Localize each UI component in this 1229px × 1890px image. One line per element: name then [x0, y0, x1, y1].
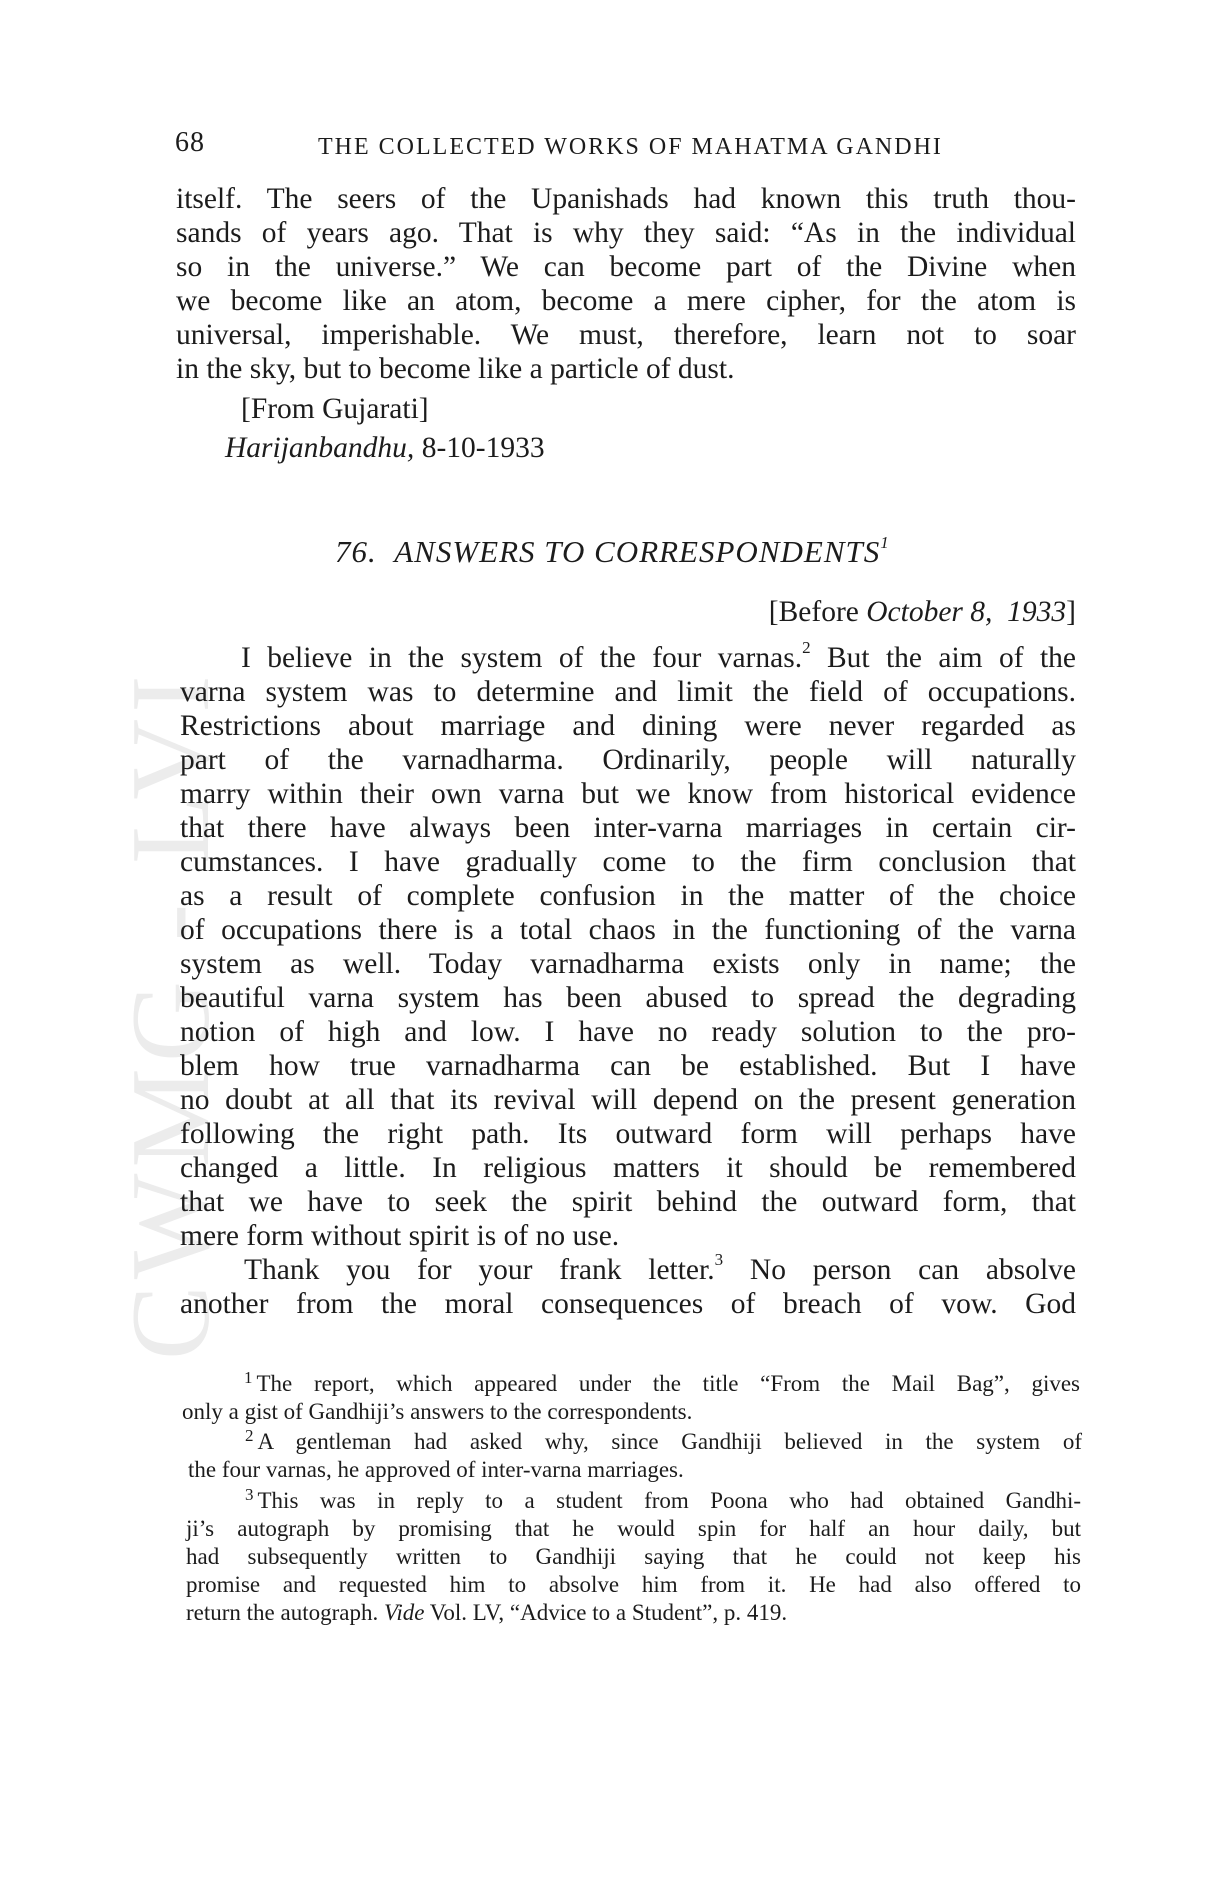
text-line: cumstances. I have gradually come to the firm conclusion that: [180, 846, 1076, 878]
text-line: itself. The seers of the Upanishads had known this truth thou-: [176, 183, 1076, 215]
text-line: as a result of complete confusion in the matter of the choice: [180, 880, 1076, 912]
text-line: marry within their own varna but we know from historical evidence: [180, 778, 1076, 810]
text-line: following the right path. Its outward form will perhaps have: [180, 1118, 1076, 1150]
text-line: I believe in the system of the four varnas.$^2$ But the aim of the: [241, 638, 1076, 674]
watermark-text: CWMG - LVI: [109, 669, 233, 1360]
text-line: mere form without spirit is of no use.: [180, 1220, 620, 1252]
text-line: in the sky, but to become like a particle of dust.: [176, 353, 735, 385]
text-line: beautiful varna system has been abused to spread the degrading: [180, 982, 1076, 1014]
text-line: that there have always been inter-varna marriages in certain cir-: [180, 812, 1076, 844]
source-note: [From Gujarati]: [241, 393, 429, 425]
publication-name: Harijanbandhu,: [225, 432, 415, 464]
footnote-line: return the autograph. Vide Vol. LV, “Advice to a Student”, p. 419.: [186, 1600, 788, 1625]
text-line: system as well. Today varnadharma exists only in name; the: [180, 948, 1076, 980]
text-line: no doubt at all that its revival will depend on the present generation: [180, 1084, 1076, 1116]
footnote-number: 3: [245, 1485, 254, 1504]
text-line: notion of high and low. I have no ready solution to the pro-: [180, 1016, 1076, 1048]
text-line: varna system was to determine and limit the field of occupations.: [180, 676, 1076, 708]
publication-date: 8-10-1933: [421, 432, 545, 464]
footnote-number: 1: [244, 1368, 253, 1387]
footnote-line: only a gist of Gandhiji’s answers to the correspondents.: [182, 1399, 693, 1424]
text-line: universal, imperishable. We must, therefore, learn not to soar: [176, 319, 1076, 351]
footnote-line: $^1$ The report, which appeared under the title “From the Mail Bag”, gives: [244, 1368, 1080, 1396]
text-line: blem how true varnadharma can be established. But I have: [180, 1050, 1076, 1082]
text-line: part of the varnadharma. Ordinarily, people will naturally: [180, 744, 1076, 776]
running-head: [175, 128, 1075, 159]
text-line: that we have to seek the spirit behind the outward form, that: [180, 1186, 1076, 1218]
footnote-number: 2: [245, 1426, 254, 1445]
text-line: changed a little. In religious matters it should be remembered: [180, 1152, 1076, 1184]
footnote-line: $^3$ This was in reply to a student from Poona who had obtained Gandhi-: [245, 1485, 1081, 1513]
footnote-line: promise and requested him to absolve him from it. He had also offered to: [186, 1572, 1081, 1597]
text-line: sands of years ago. That is why they said: “As in the individual: [176, 217, 1076, 249]
running-head-title: THE COLLECTED WORKS OF MAHATMA GANDHI: [318, 134, 943, 160]
footnote-ref: 1: [880, 532, 890, 552]
page-number: 68: [175, 127, 205, 158]
text-line: Thank you for your frank letter.$^3$ No person can absolve: [244, 1250, 1076, 1286]
footnote-line: had subsequently written to Gandhiji saying that he could not keep his: [186, 1544, 1081, 1569]
article-date: [Before October 8, 1933]: [768, 596, 1076, 628]
article-heading: [335, 533, 1035, 571]
footnote-ref: 2: [802, 638, 811, 658]
article-title: ANSWERS TO CORRESPONDENTS: [394, 534, 881, 569]
text-line: Restrictions about marriage and dining were never regarded as: [180, 710, 1076, 742]
text-line: of occupations there is a total chaos in the functioning of the varna: [180, 914, 1076, 946]
text-line: another from the moral consequences of breach of vow. God: [180, 1288, 1076, 1320]
text-line: we become like an atom, become a mere cipher, for the atom is: [176, 285, 1076, 317]
footnote-line: the four varnas, he approved of inter-varna marriages.: [188, 1457, 684, 1482]
footnote-line: $^2$ A gentleman had asked why, since Gandhiji believed in the system of: [245, 1426, 1082, 1454]
text-line: so in the universe.” We can become part of the Divine when: [176, 251, 1076, 283]
publication-credit: [225, 431, 545, 465]
footnote-line: ji’s autograph by promising that he would spin for half an hour daily, but: [186, 1516, 1081, 1541]
footnote-ref: 3: [714, 1250, 724, 1270]
article-number: 76.: [335, 534, 377, 569]
